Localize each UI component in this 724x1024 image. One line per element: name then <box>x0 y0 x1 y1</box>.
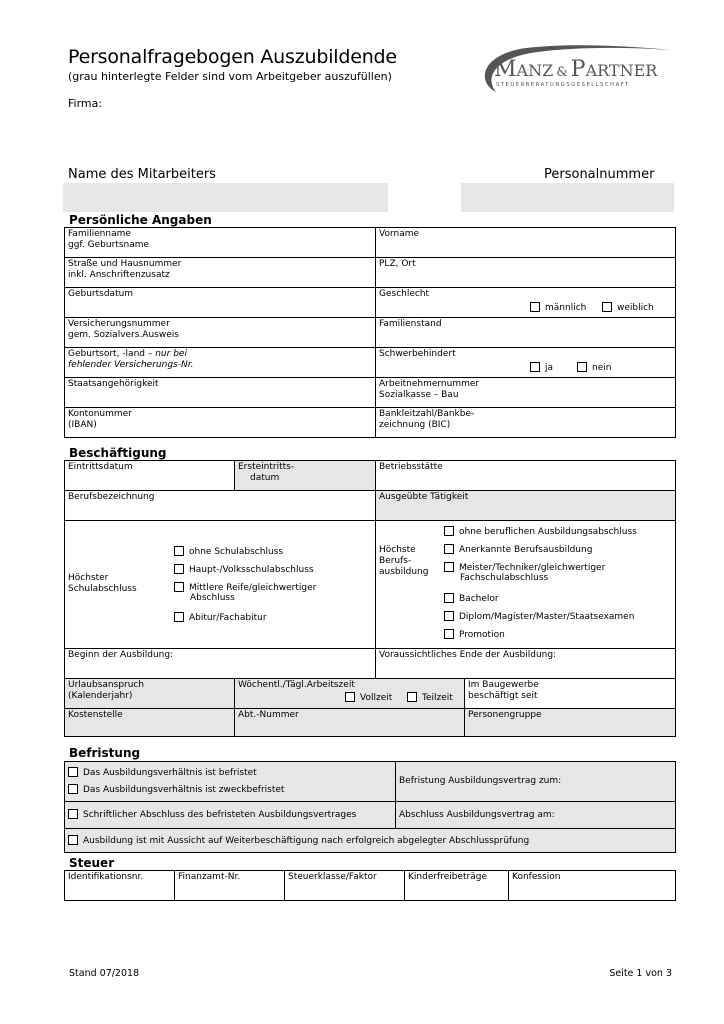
strasse-field[interactable]: Straße und Hausnummer inkl. Anschriftenzusatz <box>65 258 376 288</box>
section-limitation-heading: Befristung <box>69 746 141 760</box>
training-option-anerkannt[interactable]: Anerkannte Berufsausbildung <box>444 544 592 556</box>
checkbox-icon[interactable] <box>68 809 78 819</box>
training-option-bachelor[interactable]: Bachelor <box>444 593 499 605</box>
checkbox-icon[interactable] <box>444 526 454 536</box>
checkbox-icon[interactable] <box>444 544 454 554</box>
personengruppe-field[interactable]: Personengruppe <box>465 709 676 737</box>
berufsbezeichnung-field[interactable]: Berufsbezeichnung <box>65 491 376 521</box>
geschlecht-field: Geschlecht männlich weiblich <box>376 288 676 318</box>
konfession-field[interactable]: Konfession <box>509 871 676 901</box>
berufsausbildung-label: Höchste Berufs- ausbildung <box>379 545 429 577</box>
befristung-options <box>65 762 396 802</box>
schulabschluss-group <box>65 521 376 649</box>
training-option-meister[interactable]: Meister/Techniker/gleichwertiger <box>444 562 605 574</box>
checkbox-icon[interactable] <box>174 546 184 556</box>
finanzamt-nr-field[interactable]: Finanzamt-Nr. <box>175 871 285 901</box>
page-subtitle: (grau hinterlegte Felder sind vom Arbeitgeber auszufüllen) <box>68 70 392 83</box>
section-employment-heading: Beschäftigung <box>69 446 167 460</box>
arbeitnehmernummer-field[interactable]: Arbeitnehmernummer Sozialkasse – Bau <box>376 378 676 408</box>
kinderfreibetraege-field[interactable]: Kinderfreibeträge <box>405 871 509 901</box>
personal-data-table <box>64 227 676 438</box>
schwerbehindert-ja-option[interactable]: ja <box>530 362 553 374</box>
tax-table <box>64 870 676 901</box>
teilzeit-option[interactable]: Teilzeit <box>407 692 453 704</box>
checkbox-icon[interactable] <box>68 767 78 777</box>
checkbox-icon[interactable] <box>345 692 355 702</box>
ende-ausbildung-field[interactable]: Voraussichtliches Ende der Ausbildung: <box>376 649 676 679</box>
checkbox-icon[interactable] <box>602 302 612 312</box>
staatsangehoerigkeit-field[interactable]: Staatsangehörigkeit <box>65 378 376 408</box>
svg-text:MANZ&PARTNER: MANZ & PARTNER <box>494 57 658 82</box>
footer-page-number: Seite 1 von 3 <box>609 968 672 979</box>
checkbox-icon[interactable] <box>577 362 587 372</box>
identifikationsnr-field[interactable]: Identifikationsnr. <box>65 871 175 901</box>
checkbox-icon[interactable] <box>530 302 540 312</box>
betriebsstaette-field[interactable]: Betriebsstätte <box>376 461 676 491</box>
schriftlich-option[interactable]: Schriftlicher Abschluss des befristeten Ausbildungsvertrages <box>65 802 396 829</box>
checkbox-icon[interactable] <box>174 564 184 574</box>
checkbox-icon[interactable] <box>444 629 454 639</box>
ersteintrittsdatum-field[interactable]: Ersteintritts- datum <box>235 461 376 491</box>
familienstand-field[interactable]: Familienstand <box>376 318 676 348</box>
urlaubsanspruch-field[interactable]: Urlaubsanspruch (Kalenderjahr) <box>65 679 235 709</box>
berufsausbildung-group <box>376 521 676 649</box>
schwerbehindert-nein-option[interactable]: nein <box>577 362 611 374</box>
training-option-ohne[interactable]: ohne beruflichen Ausbildungsabschluss <box>444 526 637 538</box>
familienname-field[interactable]: Familienname ggf. Geburtsname <box>65 228 376 258</box>
abschluss-am-field[interactable]: Abschluss Ausbildungsvertrag am: <box>396 802 676 829</box>
limitation-table <box>64 761 676 853</box>
checkbox-icon[interactable] <box>174 582 184 592</box>
kostenstelle-field[interactable]: Kostenstelle <box>65 709 235 737</box>
svg-text:STEUERBERATUNGSGESELLSCHAFT: STEUERBERATUNGSGESELLSCHAFT <box>496 82 630 88</box>
aussicht-option[interactable]: Ausbildung ist mit Aussicht auf Weiterbeschäftigung nach erfolgreich abgelegter Abschlussprüfung <box>65 829 676 853</box>
checkbox-icon[interactable] <box>407 692 417 702</box>
footer-stand: Stand 07/2018 <box>69 968 140 979</box>
bankleitzahl-field[interactable]: Bankleitzahl/Bankbe- zeichnung (BIC) <box>376 408 676 438</box>
checkbox-icon[interactable] <box>444 611 454 621</box>
versicherungsnummer-field[interactable]: Versicherungsnummer gem. Sozialvers.Ausweis <box>65 318 376 348</box>
employee-name-field[interactable] <box>63 183 388 212</box>
company-logo <box>466 42 692 98</box>
geschlecht-maennlich-option[interactable]: männlich <box>530 302 586 314</box>
school-option-mittlere-reife-line2: Abschluss <box>190 593 235 603</box>
geburtsdatum-field[interactable]: Geburtsdatum <box>65 288 376 318</box>
checkbox-icon[interactable] <box>68 784 78 794</box>
section-tax-heading: Steuer <box>69 856 115 870</box>
schwerbehindert-field: Schwerbehindert ja nein <box>376 348 676 378</box>
training-option-promotion[interactable]: Promotion <box>444 629 505 641</box>
school-option-ohne[interactable]: ohne Schulabschluss <box>174 546 283 558</box>
personalnummer-field[interactable] <box>461 183 674 212</box>
checkbox-icon[interactable] <box>444 593 454 603</box>
checkbox-icon[interactable] <box>174 612 184 622</box>
befristung-zum-field[interactable]: Befristung Ausbildungsvertrag zum: <box>396 762 676 802</box>
steuerklasse-field[interactable]: Steuerklasse/Faktor <box>285 871 405 901</box>
section-personal-heading: Persönliche Angaben <box>69 213 212 227</box>
eintrittsdatum-field[interactable]: Eintrittsdatum <box>65 461 235 491</box>
training-option-diplom[interactable]: Diplom/Magister/Master/Staatsexamen <box>444 611 634 623</box>
kontonummer-field[interactable]: Kontonummer (IBAN) <box>65 408 376 438</box>
logo-swoosh-icon <box>466 42 692 98</box>
employee-name-label: Name des Mitarbeiters <box>68 167 216 182</box>
zweckbefristet-option[interactable]: Das Ausbildungsverhältnis ist zweckbefristet <box>68 784 284 796</box>
abt-nummer-field[interactable]: Abt.-Nummer <box>235 709 465 737</box>
firma-label: Firma: <box>68 97 103 110</box>
checkbox-icon[interactable] <box>444 562 454 572</box>
plz-ort-field[interactable]: PLZ, Ort <box>376 258 676 288</box>
vollzeit-option[interactable]: Vollzeit <box>345 692 392 704</box>
baugewerbe-field[interactable]: Im Baugewerbe beschäftigt seit <box>465 679 676 709</box>
school-option-hauptschule[interactable]: Haupt-/Volksschulabschluss <box>174 564 314 576</box>
vorname-field[interactable]: Vorname <box>376 228 676 258</box>
arbeitszeit-field: Wöchentl./Tägl.Arbeitszeit Vollzeit Teilzeit <box>235 679 465 709</box>
checkbox-icon[interactable] <box>68 835 78 845</box>
ausgeuebte-taetigkeit-field[interactable]: Ausgeübte Tätigkeit <box>376 491 676 521</box>
page-title: Personalfragebogen Auszubildende <box>68 46 397 68</box>
employment-table <box>64 460 676 737</box>
school-option-abitur[interactable]: Abitur/Fachabitur <box>174 612 267 624</box>
schulabschluss-label: Höchster Schulabschluss <box>68 573 137 594</box>
geburtsort-field[interactable]: Geburtsort, -land – nur bei fehlender Versicherungs-Nr. <box>65 348 376 378</box>
personalnummer-label: Personalnummer <box>544 167 655 182</box>
geschlecht-weiblich-option[interactable]: weiblich <box>602 302 654 314</box>
school-option-mittlere-reife[interactable]: Mittlere Reife/gleichwertiger <box>174 582 316 594</box>
beginn-ausbildung-field[interactable]: Beginn der Ausbildung: <box>65 649 376 679</box>
checkbox-icon[interactable] <box>530 362 540 372</box>
training-option-meister-line2: Fachschulabschluss <box>460 573 549 583</box>
befristet-option[interactable]: Das Ausbildungsverhältnis ist befristet <box>68 767 257 779</box>
